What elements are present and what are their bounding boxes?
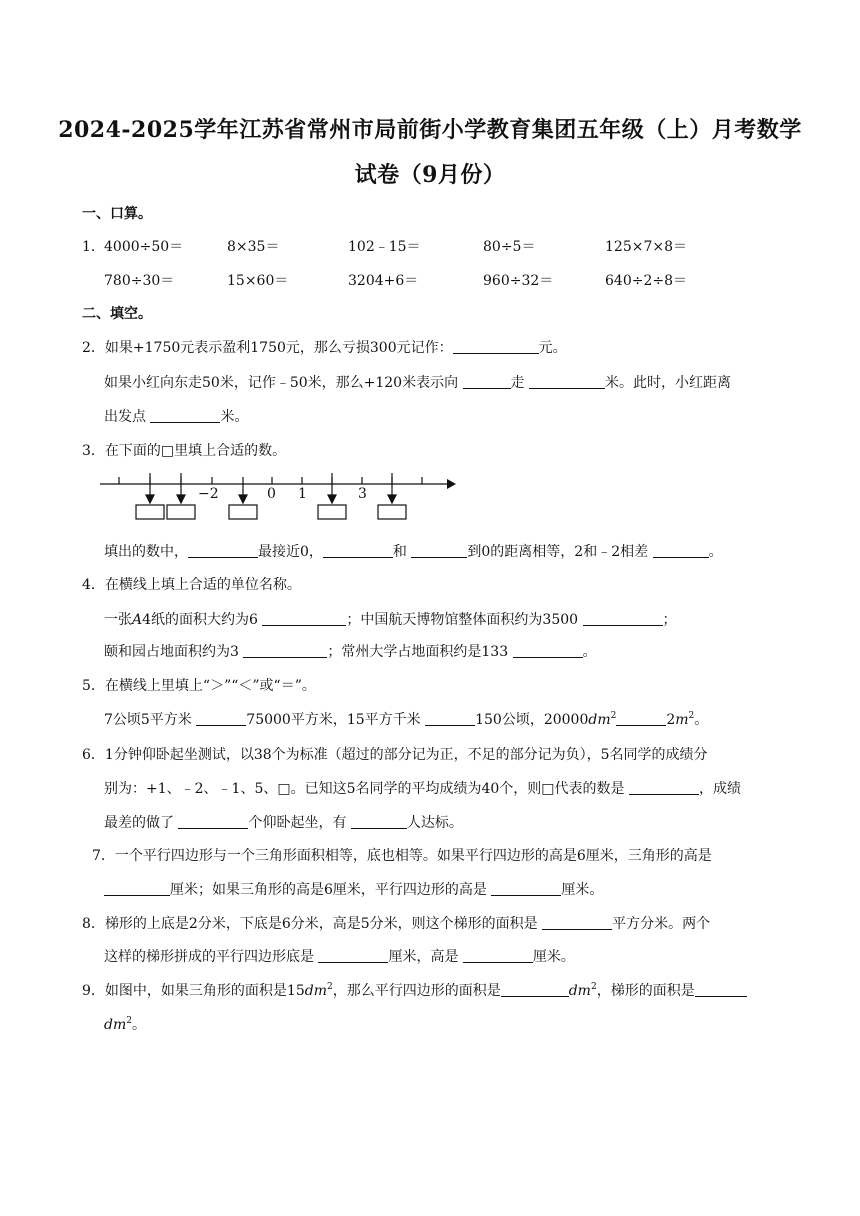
q9-text: dm bbox=[104, 1017, 127, 1033]
q4-text: 。 bbox=[582, 644, 597, 660]
answer-blank[interactable] bbox=[453, 339, 539, 354]
answer-blank[interactable] bbox=[411, 543, 467, 558]
q3-text: 和 bbox=[392, 544, 407, 560]
q1-item: 960÷32＝ bbox=[483, 273, 554, 289]
q1-item: 80÷5＝ bbox=[483, 239, 536, 255]
q6-text: 最差的做了 bbox=[104, 815, 174, 831]
q5-text: 75000平方米，15平方千米 bbox=[246, 712, 421, 728]
q9-text: dm bbox=[568, 983, 591, 999]
q6-text: 别为：+1、﹣2、﹣1、5、□。已知这5名同学的平均成绩为40个，则□代表的数是 bbox=[104, 781, 625, 797]
q3-line1: 3．在下面的□里填上合适的数。 bbox=[82, 443, 287, 459]
q4-line3 bbox=[104, 641, 597, 661]
q8-line1 bbox=[82, 913, 710, 933]
q5-text: dm bbox=[588, 712, 611, 728]
q4-line1: 4．在横线上填上合适的单位名称。 bbox=[82, 577, 301, 593]
q4-text: A bbox=[132, 612, 143, 628]
answer-blank[interactable] bbox=[653, 543, 709, 558]
section-2-heading: 二、填空。 bbox=[82, 306, 152, 322]
q8-text: 厘米，高是 bbox=[388, 949, 459, 965]
q4-text: 颐和园占地面积约为3 bbox=[104, 644, 239, 660]
answer-blank[interactable] bbox=[616, 711, 666, 726]
q2-line1 bbox=[82, 337, 567, 357]
q9-text: dm bbox=[304, 983, 327, 999]
number-line-ticks bbox=[119, 477, 422, 484]
q5-line1: 5．在横线上里填上“＞”“＜”或“＝”。 bbox=[82, 678, 316, 694]
q5-text: 2 bbox=[688, 711, 695, 721]
q5-text: m bbox=[675, 712, 689, 728]
q6-text: 个仰卧起坐，有 bbox=[248, 815, 347, 831]
q1-item: 4000÷50＝ bbox=[104, 239, 184, 255]
q8-text: 平方分米。两个 bbox=[612, 916, 711, 932]
answer-blank[interactable] bbox=[351, 814, 407, 829]
answer-blank[interactable] bbox=[178, 814, 248, 829]
answer-blank[interactable] bbox=[150, 408, 220, 423]
q1-item: 640÷2÷8＝ bbox=[605, 273, 687, 289]
number-line-label: 3 bbox=[358, 486, 367, 502]
q3-line2 bbox=[104, 541, 723, 561]
q7-text: 厘米；如果三角形的高是6厘米，平行四边形的高是 bbox=[170, 882, 487, 898]
q9-line2 bbox=[104, 1014, 146, 1034]
q1-item: 125×7×8＝ bbox=[605, 239, 687, 255]
q4-line2 bbox=[104, 609, 677, 629]
number-line-label: 1 bbox=[298, 486, 307, 502]
q9-text: ，那么平行四边形的面积是 bbox=[332, 983, 501, 999]
answer-boxes bbox=[136, 505, 406, 519]
q2-text: 2．如果+1750元表示盈利1750元，那么亏损300元记作： bbox=[82, 340, 453, 356]
q8-text: 8．梯形的上底是2分米，下底是6分米，高是5分米，则这个梯形的面积是 bbox=[82, 916, 538, 932]
q6-text: 人达标。 bbox=[406, 815, 463, 831]
q8-text: 这样的梯形拼成的平行四边形底是 bbox=[104, 949, 314, 965]
q5-text: 7公顷5平方米 bbox=[104, 712, 192, 728]
q1-item: 3204+6＝ bbox=[348, 273, 419, 289]
answer-blank[interactable] bbox=[463, 374, 511, 389]
number-line-label: −2 bbox=[198, 486, 219, 502]
q6-text: ，成绩 bbox=[699, 781, 741, 797]
answer-blank[interactable] bbox=[323, 543, 393, 558]
q4-text: 一张 bbox=[104, 612, 132, 628]
q3-text: 到0的距离相等，2和﹣2相差 bbox=[467, 544, 649, 560]
q8-text: 厘米。 bbox=[532, 949, 575, 965]
q9-text: 9．如图中，如果三角形的面积是15 bbox=[82, 983, 305, 999]
q1-item: 102﹣15＝ bbox=[348, 239, 421, 255]
q1-item: 15×60＝ bbox=[227, 273, 289, 289]
q4-text: 4纸的面积大约为6 bbox=[142, 612, 258, 628]
q5-text: 150公顷，20000 bbox=[475, 712, 589, 728]
q4-text: ； bbox=[662, 612, 677, 628]
answer-blank[interactable] bbox=[513, 643, 583, 658]
q6-line2 bbox=[104, 778, 741, 798]
q3-text: 填出的数中， bbox=[104, 544, 188, 560]
answer-blank[interactable] bbox=[188, 543, 258, 558]
q3-text: 。 bbox=[708, 544, 723, 560]
answer-blank[interactable] bbox=[629, 780, 699, 795]
answer-blank[interactable] bbox=[425, 711, 475, 726]
answer-blank[interactable] bbox=[243, 643, 327, 658]
section-1-heading: 一、口算。 bbox=[82, 206, 152, 222]
number-line-label: 0 bbox=[267, 486, 276, 502]
q7-text: 厘米。 bbox=[561, 882, 604, 898]
q5-line2 bbox=[104, 709, 708, 729]
q7-line2 bbox=[104, 879, 603, 899]
answer-blank[interactable] bbox=[196, 711, 246, 726]
q9-text: 2 bbox=[590, 982, 597, 992]
number-line-arrowhead bbox=[447, 479, 456, 489]
answer-blank[interactable] bbox=[501, 982, 569, 997]
q2-text: 米。 bbox=[220, 409, 249, 425]
q6-line3 bbox=[104, 812, 463, 832]
q2-text: 元。 bbox=[538, 340, 567, 356]
q4-text: ；中国航天博物馆整体面积约为3500 bbox=[346, 612, 579, 628]
exam-title-line1: 2024-2025学年江苏省常州市局前街小学教育集团五年级（上）月考数学 bbox=[58, 117, 802, 143]
q9-text: 2 bbox=[126, 1016, 132, 1026]
q5-text: 2 bbox=[666, 712, 676, 728]
q9-line1 bbox=[82, 980, 747, 1000]
q5-text: 2 bbox=[610, 711, 617, 721]
answer-blank[interactable] bbox=[695, 982, 747, 997]
q7-line1: 7．一个平行四边形与一个三角形面积相等，底也相等。如果平行四边形的高是6厘米，三角形的高是 bbox=[92, 848, 712, 864]
q2-text: 走 bbox=[510, 375, 525, 391]
answer-blank[interactable] bbox=[104, 881, 170, 896]
q2-line3 bbox=[104, 406, 248, 426]
q5-text: 。 bbox=[694, 712, 709, 728]
q1-item: 8×35＝ bbox=[227, 239, 280, 255]
number-line-figure bbox=[95, 470, 460, 525]
answer-blank[interactable] bbox=[318, 948, 388, 963]
q3-text: 最接近0， bbox=[258, 544, 323, 560]
q2-text: 出发点 bbox=[104, 409, 146, 425]
q9-text: 。 bbox=[131, 1017, 146, 1033]
answer-blank[interactable] bbox=[262, 611, 346, 626]
answer-blank[interactable] bbox=[583, 611, 663, 626]
q2-line2 bbox=[104, 372, 731, 392]
q4-text: ；常州大学占地面积约是133 bbox=[327, 644, 509, 660]
q2-text: 如果小红向东走50米，记作﹣50米，那么+120米表示向 bbox=[104, 375, 459, 391]
q6-line1: 6．1分钟仰卧起坐测试，以38个为标准（超过的部分记为正，不足的部分记为负），5名同学的成绩分 bbox=[82, 747, 708, 763]
q9-text: 2 bbox=[326, 982, 333, 992]
q1-number: 1． bbox=[82, 239, 105, 255]
q9-text: ，梯形的面积是 bbox=[596, 983, 695, 999]
answer-blank[interactable] bbox=[463, 948, 533, 963]
q1-item: 780÷30＝ bbox=[104, 273, 175, 289]
answer-blank[interactable] bbox=[542, 915, 612, 930]
q8-line2 bbox=[104, 946, 575, 966]
answer-blank[interactable] bbox=[529, 374, 605, 389]
exam-title-line2: 试卷（9月份） bbox=[354, 162, 506, 188]
answer-blank[interactable] bbox=[491, 881, 561, 896]
q2-text: 米。此时，小红距离 bbox=[605, 375, 731, 391]
